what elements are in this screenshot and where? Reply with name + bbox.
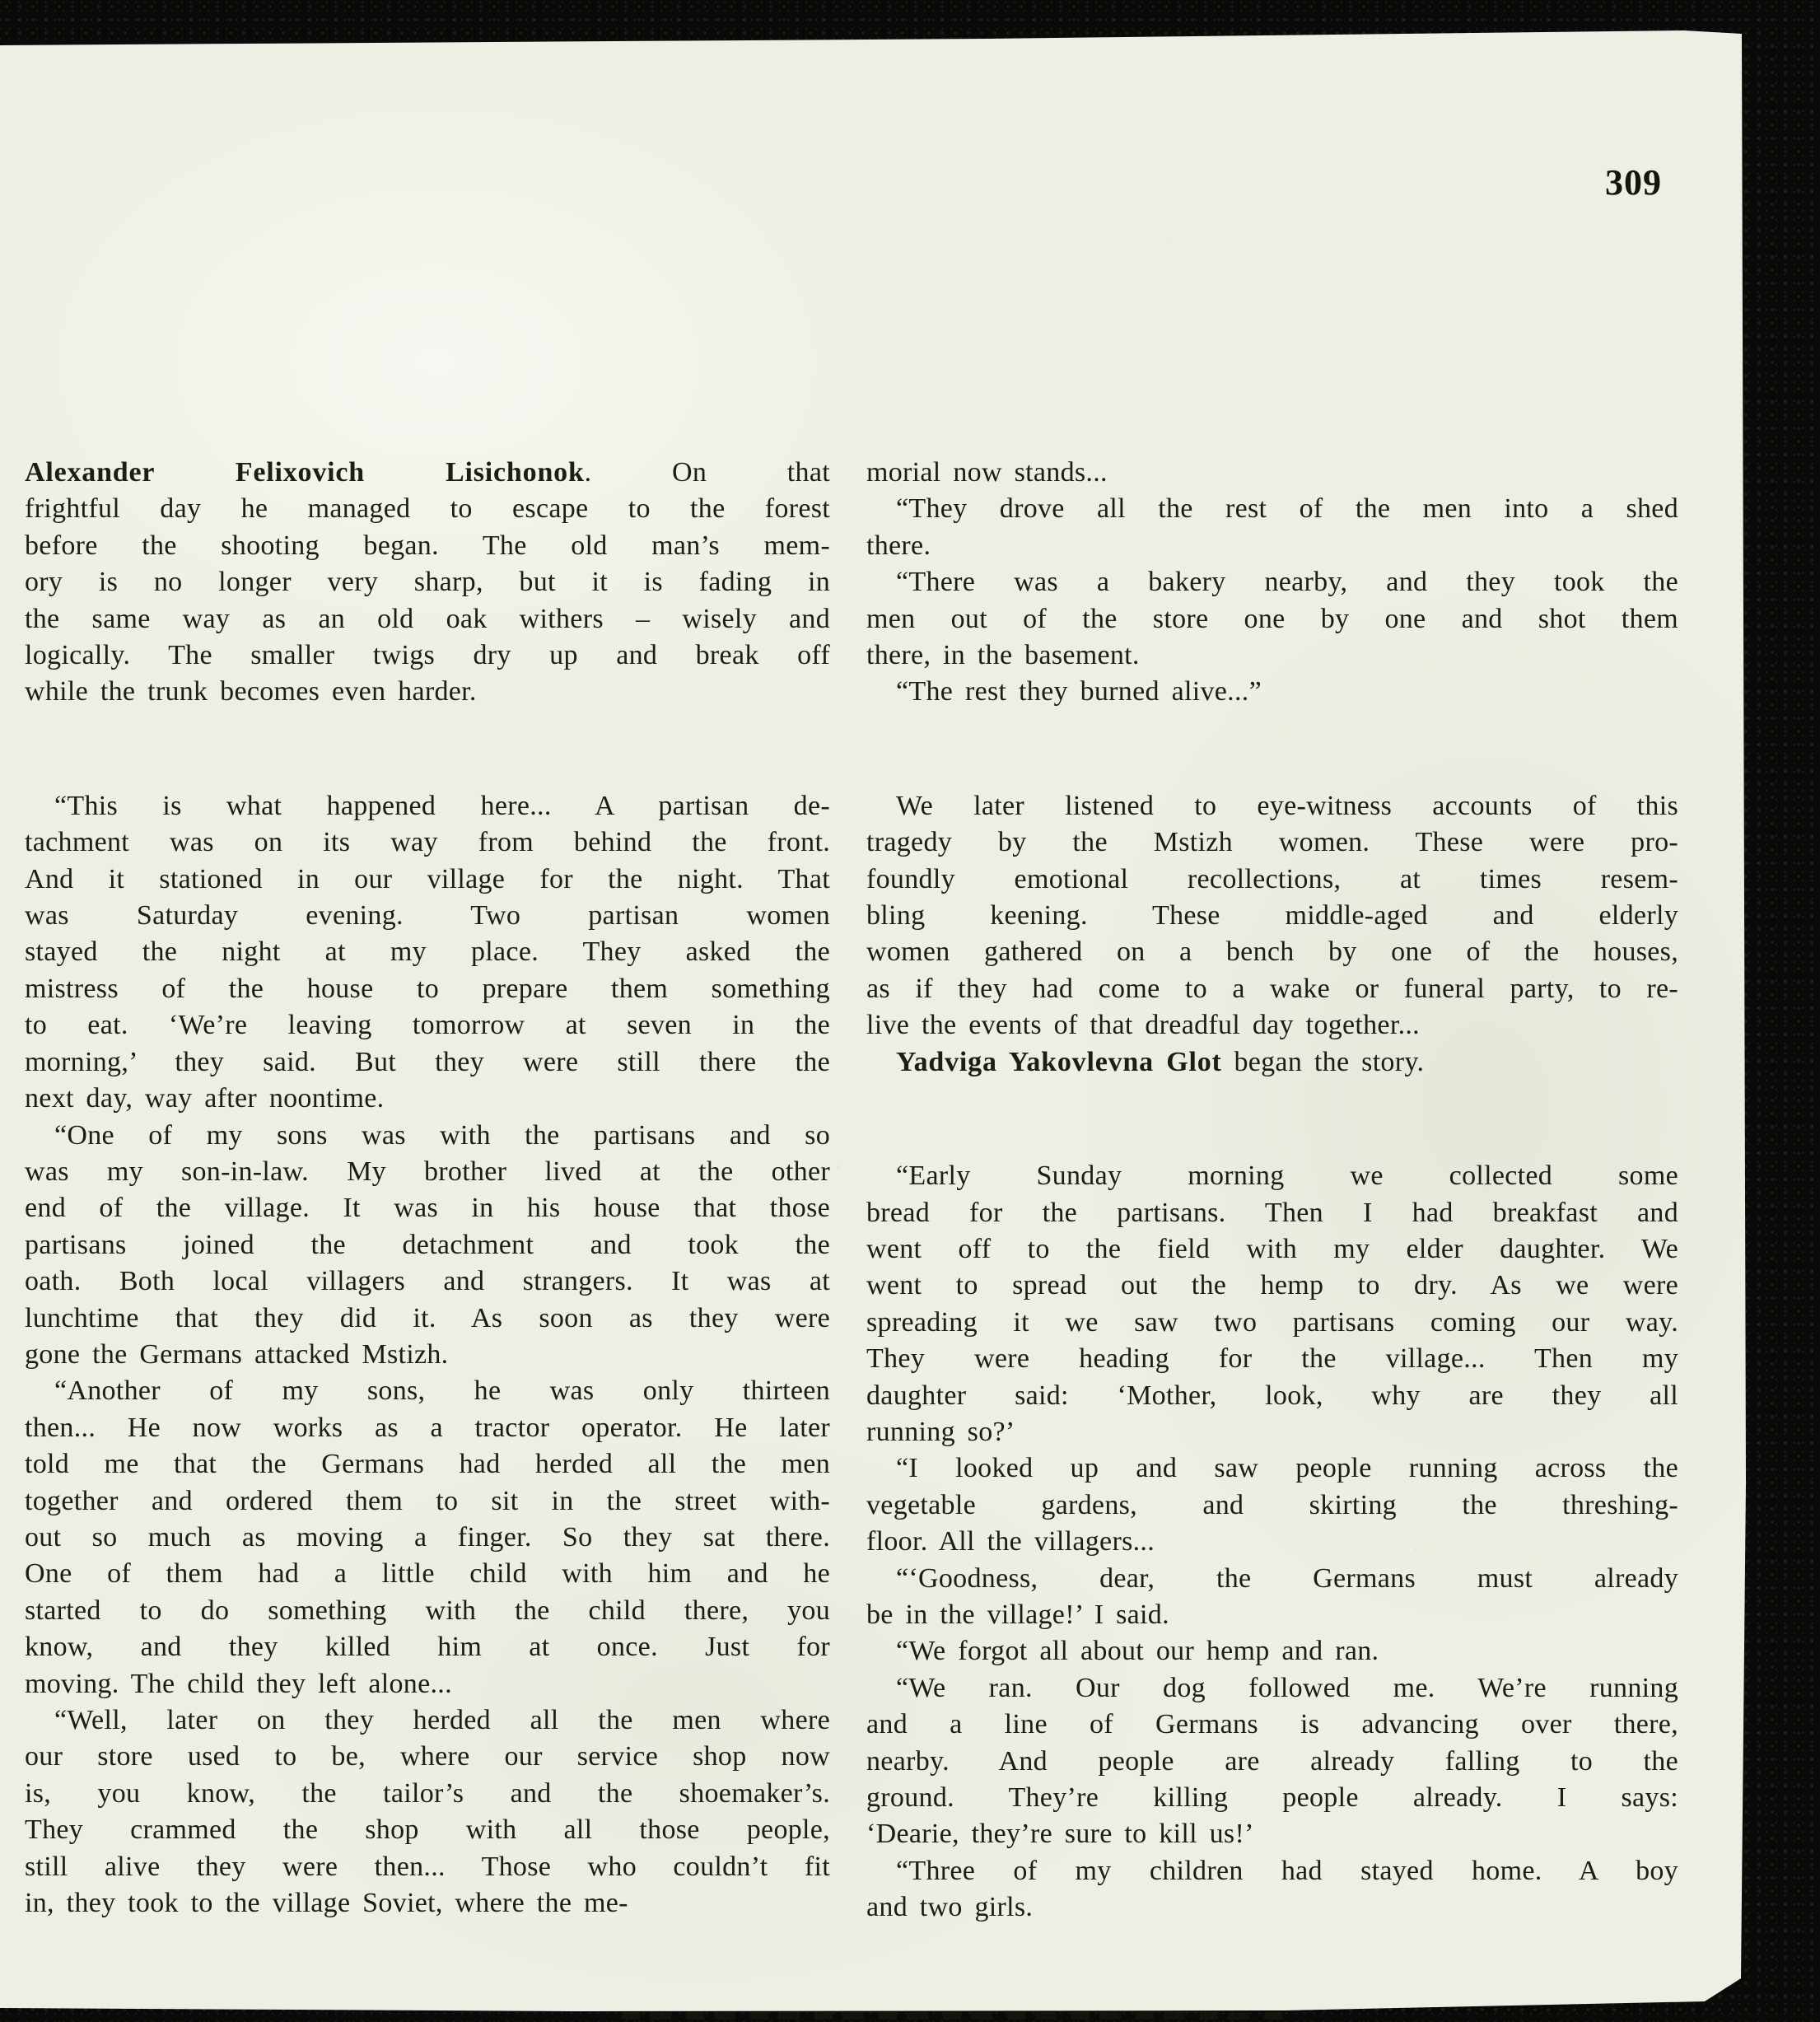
text-line: moving. The child they left alone... bbox=[25, 1668, 452, 1699]
text-line: “We forgot all about our hemp and ran. bbox=[896, 1636, 1379, 1667]
text-line: still alive they were then... Those who couldn’t fit bbox=[25, 1851, 830, 1882]
text-line: oath. Both local villagers and strangers. It was at bbox=[25, 1266, 830, 1297]
paragraph bbox=[866, 1633, 1678, 1669]
text-line: “There was a bakery nearby, and they took the bbox=[896, 567, 1678, 598]
text-line: women gathered on a bench by one of the houses, bbox=[866, 936, 1678, 968]
text-line: ground. They’re killing people already. I says: bbox=[866, 1782, 1678, 1813]
text-line: “The rest they burned alive...” bbox=[896, 676, 1262, 707]
paragraph bbox=[25, 1118, 830, 1374]
text-line: “One of my sons was with the partisans and so bbox=[54, 1119, 830, 1151]
text-line: to eat. ‘We’re leaving tomorrow at seven in the bbox=[25, 1010, 830, 1041]
text-line: “Another of my sons, he was only thirteen bbox=[54, 1375, 830, 1407]
text-line: Alexander Felixovich Lisichonok. On that bbox=[25, 457, 830, 488]
text-line: morning,’ they said. But they were still there the bbox=[25, 1046, 830, 1077]
bold-name: Yadviga Yakovlevna Glot bbox=[896, 1046, 1222, 1077]
text-line: out so much as moving a finger. So they sat there. bbox=[25, 1521, 830, 1553]
text-line: spreading it we saw two partisans coming our way. bbox=[866, 1306, 1678, 1338]
paragraph bbox=[866, 455, 1678, 491]
paragraph bbox=[866, 1044, 1678, 1081]
text-line: We later listened to eye-witness accounts of this bbox=[896, 790, 1678, 821]
paragraph bbox=[866, 564, 1678, 674]
paragraph bbox=[866, 1158, 1678, 1450]
page-number: 309 bbox=[1605, 162, 1662, 203]
text-line: “‘Goodness, dear, the Germans must already bbox=[896, 1562, 1678, 1594]
text-line: next day, way after noontime. bbox=[25, 1083, 385, 1114]
right-text-column bbox=[866, 455, 1678, 1926]
text-line: in, they took to the village Soviet, where the me- bbox=[25, 1888, 628, 1919]
paragraph bbox=[866, 788, 1678, 1044]
text-line: tachment was on its way from behind the front. bbox=[25, 827, 830, 858]
text-line: “We ran. Our dog followed me. We’re running bbox=[896, 1672, 1678, 1703]
text-line: bling keening. These middle-aged and elderly bbox=[866, 900, 1678, 932]
text-line: They crammed the shop with all those people, bbox=[25, 1814, 830, 1846]
text-line: and two girls. bbox=[866, 1892, 1034, 1923]
text-line: told me that the Germans had herded all the men bbox=[25, 1449, 830, 1480]
text-line: together and ordered them to sit in the street with- bbox=[25, 1485, 830, 1516]
text-line: was Saturday evening. Two partisan women bbox=[25, 900, 830, 932]
text-line: They were heading for the village... Then my bbox=[866, 1343, 1678, 1375]
text-line: mistress of the house to prepare them something bbox=[25, 973, 830, 1004]
paragraph bbox=[25, 455, 830, 711]
paragraph bbox=[866, 491, 1678, 564]
paragraph bbox=[866, 1450, 1678, 1560]
text-line: “Well, later on they herded all the men where bbox=[54, 1705, 830, 1735]
text-line: daughter said: ‘Mother, look, why are they all bbox=[866, 1380, 1678, 1411]
text-line: “Early Sunday morning we collected some bbox=[896, 1160, 1678, 1192]
text-line: foundly emotional recollections, at times resem- bbox=[866, 863, 1678, 894]
paragraph bbox=[25, 1702, 830, 1922]
text-line: Yadviga Yakovlevna Glot began the story. bbox=[896, 1046, 1425, 1077]
paragraph bbox=[866, 1561, 1678, 1634]
text-line: there, in the basement. bbox=[866, 640, 1140, 671]
text-line: stayed the night at my place. They asked the bbox=[25, 936, 830, 968]
text-line: lunchtime that they did it. As soon as they were bbox=[25, 1302, 830, 1333]
paragraph bbox=[25, 788, 830, 1118]
text-line: went to spread out the hemp to dry. As we were bbox=[866, 1270, 1678, 1301]
cutoff-text-marks bbox=[622, 2012, 1289, 2020]
text-line: as if they had come to a wake or funeral party, to re- bbox=[866, 973, 1678, 1004]
text-line: ‘Dearie, they’re sure to kill us!’ bbox=[866, 1819, 1254, 1850]
paragraph bbox=[866, 1853, 1678, 1926]
text-line: live the events of that dreadful day together... bbox=[866, 1010, 1420, 1041]
book-page-edges bbox=[1733, 30, 1794, 1995]
text-line: nearby. And people are already falling to the bbox=[866, 1745, 1678, 1777]
text-line: know, and they killed him at once. Just for bbox=[25, 1632, 830, 1663]
text-line: our store used to be, where our service shop now bbox=[25, 1741, 830, 1772]
text-line: floor. All the villagers... bbox=[866, 1526, 1155, 1557]
text-line: while the trunk becomes even harder. bbox=[25, 676, 477, 707]
text-line: end of the village. It was in his house that those bbox=[25, 1193, 830, 1224]
text-line: started to do something with the child there, you bbox=[25, 1595, 830, 1626]
paragraph bbox=[866, 1670, 1678, 1853]
text-line: went off to the field with my elder daughter. We bbox=[866, 1233, 1678, 1264]
text-line: was my son-in-law. My brother lived at the other bbox=[25, 1156, 830, 1187]
text-line: there. bbox=[866, 530, 931, 561]
text-line: One of them had a little child with him and he bbox=[25, 1558, 830, 1590]
text-line: And it stationed in our village for the night. That bbox=[25, 863, 830, 894]
text-line: partisans joined the detachment and took the bbox=[25, 1229, 830, 1260]
text-line: gone the Germans attacked Mstizh. bbox=[25, 1338, 449, 1370]
text-line: bread for the partisans. Then I had breakfast and bbox=[866, 1197, 1678, 1228]
text-line: men out of the store one by one and shot them bbox=[866, 603, 1678, 634]
text-line: morial now stands... bbox=[866, 457, 1108, 488]
text-line: running so?’ bbox=[866, 1416, 1015, 1447]
text-line: vegetable gardens, and skirting the threshing- bbox=[866, 1489, 1678, 1520]
text-line: then... He now works as a tractor operator. He later bbox=[25, 1412, 830, 1443]
paragraph bbox=[866, 674, 1678, 710]
text-line: “They drove all the rest of the men into a shed bbox=[896, 493, 1678, 525]
text-line: logically. The smaller twigs dry up and break off bbox=[25, 640, 830, 671]
paragraph bbox=[25, 1373, 830, 1702]
text-line: “I looked up and saw people running across the bbox=[896, 1453, 1678, 1484]
text-line: is, you know, the tailor’s and the shoemaker’s. bbox=[25, 1777, 830, 1809]
text-line: “Three of my children had stayed home. A boy bbox=[896, 1855, 1678, 1886]
text-line: “This is what happened here... A partisan de- bbox=[54, 790, 830, 821]
left-text-column bbox=[25, 455, 830, 1922]
text-line: and a line of Germans is advancing over there, bbox=[866, 1709, 1678, 1740]
text-line: tragedy by the Mstizh women. These were pro- bbox=[866, 827, 1678, 858]
bold-name: Alexander Felixovich Lisichonok bbox=[25, 457, 585, 488]
text-line: ory is no longer very sharp, but it is fading in bbox=[25, 567, 830, 598]
text-line: frightful day he managed to escape to the forest bbox=[25, 493, 830, 525]
text-line: before the shooting began. The old man’s mem- bbox=[25, 530, 830, 561]
text-line: be in the village!’ I said. bbox=[866, 1599, 1169, 1630]
text-line: the same way as an old oak withers – wisely and bbox=[25, 603, 830, 634]
